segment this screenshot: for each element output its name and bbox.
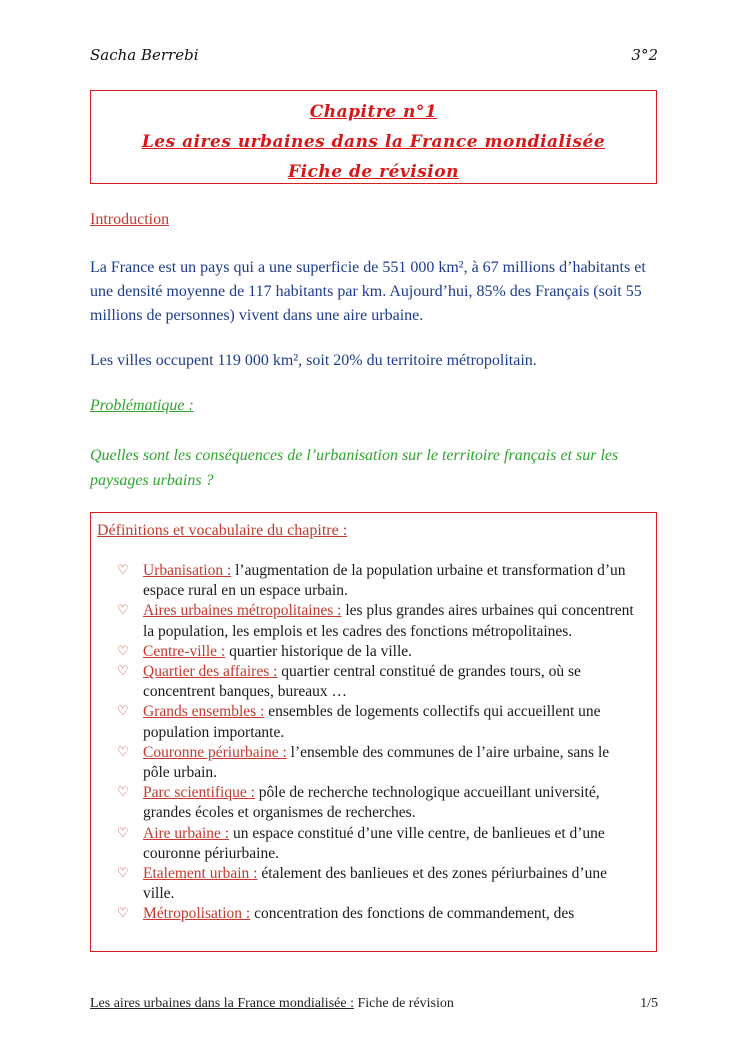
footer-title — [90, 996, 454, 1012]
heart-outline-icon: ♡ — [117, 906, 129, 922]
definition-term: Quartier des affaires : — [143, 663, 278, 681]
heart-outline-icon: ♡ — [117, 603, 129, 619]
list-item — [117, 824, 637, 864]
definition-term: Couronne périurbaine : — [143, 743, 287, 761]
page-number: 1/5 — [640, 996, 658, 1011]
introduction-paragraph-1: La France est un pays qui a une superficie de 551 000 km², à 67 millions d’habitants et une densité moyenne de 117 habitants par km. Aujourd’hui, 85% des Français (soit 55 millions de personnes) vivent dans une aire urbaine. — [90, 259, 646, 324]
list-item — [117, 642, 637, 662]
definition-term: Urbanisation : — [143, 562, 232, 579]
heart-outline-icon: ♡ — [117, 866, 129, 882]
definition-term: Centre-ville : — [143, 642, 226, 660]
heart-outline-icon: ♡ — [117, 785, 129, 801]
list-item — [117, 561, 637, 601]
definition-text: concentration des fonctions de commandement, des — [250, 905, 575, 923]
list-item — [117, 702, 637, 742]
list-item — [117, 601, 637, 641]
definition-text: l’ensemble des communes de l’aire urbaine, sans le pôle urbain. — [143, 743, 610, 782]
heart-outline-icon: ♡ — [117, 664, 129, 680]
problematique-question: Quelles sont les conséquences de l’urbanisation sur le territoire français et sur les paysages urbains ? — [90, 447, 619, 489]
definitions-list — [117, 561, 637, 925]
definition-term: Parc scientifique : — [143, 784, 255, 802]
list-item — [117, 743, 637, 783]
heart-outline-icon: ♡ — [117, 643, 129, 659]
definition-text: les plus grandes aires urbaines qui concentrent la population, les emplois et les cadres des fonctions métropolitaines. — [143, 602, 634, 640]
chapter-number: Chapitre n°1 — [309, 102, 438, 122]
sheet-type: Fiche de révision — [288, 162, 459, 182]
definition-text: quartier historique de la ville. — [225, 642, 413, 660]
definition-term: Aire urbaine : — [143, 824, 230, 842]
introduction-paragraph-2: Les villes occupent 119 000 km², soit 20% du territoire métropolitain. — [90, 352, 537, 369]
footer-chapter-title: Les aires urbaines dans la France mondialisée : — [90, 996, 354, 1011]
definition-text: étalement des banlieues et des zones périurbaines d’une ville. — [143, 865, 607, 903]
heart-outline-icon: ♡ — [117, 563, 129, 578]
author-name: Sacha Berrebi — [90, 46, 199, 64]
list-item — [117, 783, 637, 823]
list-item — [117, 864, 637, 904]
definition-text: un espace constitué d’une ville centre, de banlieues et d’une couronne périurbaine. — [143, 824, 605, 862]
definition-term: Grands ensembles : — [143, 703, 265, 721]
chapter-title: Les aires urbaines dans la France mondialisée — [141, 132, 606, 152]
problematique-heading: Problématique : — [90, 397, 194, 414]
definitions-heading: Définitions et vocabulaire du chapitre : — [97, 522, 348, 539]
definition-term: Aires urbaines métropolitaines : — [143, 602, 342, 620]
title-box — [90, 90, 657, 184]
list-item — [117, 662, 637, 702]
definition-text: ensembles de logements collectifs qui accueillent une population importante. — [143, 703, 601, 741]
definition-term: Métropolisation : — [143, 905, 251, 923]
heart-outline-icon: ♡ — [117, 744, 129, 760]
definition-term: Etalement urbain : — [143, 865, 258, 883]
footer-subtitle: Fiche de révision — [353, 996, 454, 1011]
definition-text: quartier central constitué de grandes tours, où se concentrent banques, bureaux … — [143, 663, 581, 701]
heart-outline-icon: ♡ — [117, 825, 129, 841]
definition-text: pôle de recherche technologique accueillant université, grandes écoles et organismes de recherches. — [143, 784, 600, 822]
heart-outline-icon: ♡ — [117, 704, 129, 720]
class-label: 3°2 — [631, 46, 658, 64]
list-item — [117, 904, 637, 924]
definitions-box — [90, 512, 657, 952]
definition-text: l’augmentation de la population urbaine et transformation d’un espace rural en un espace urbain. — [143, 562, 626, 600]
introduction-heading: Introduction — [90, 211, 170, 228]
